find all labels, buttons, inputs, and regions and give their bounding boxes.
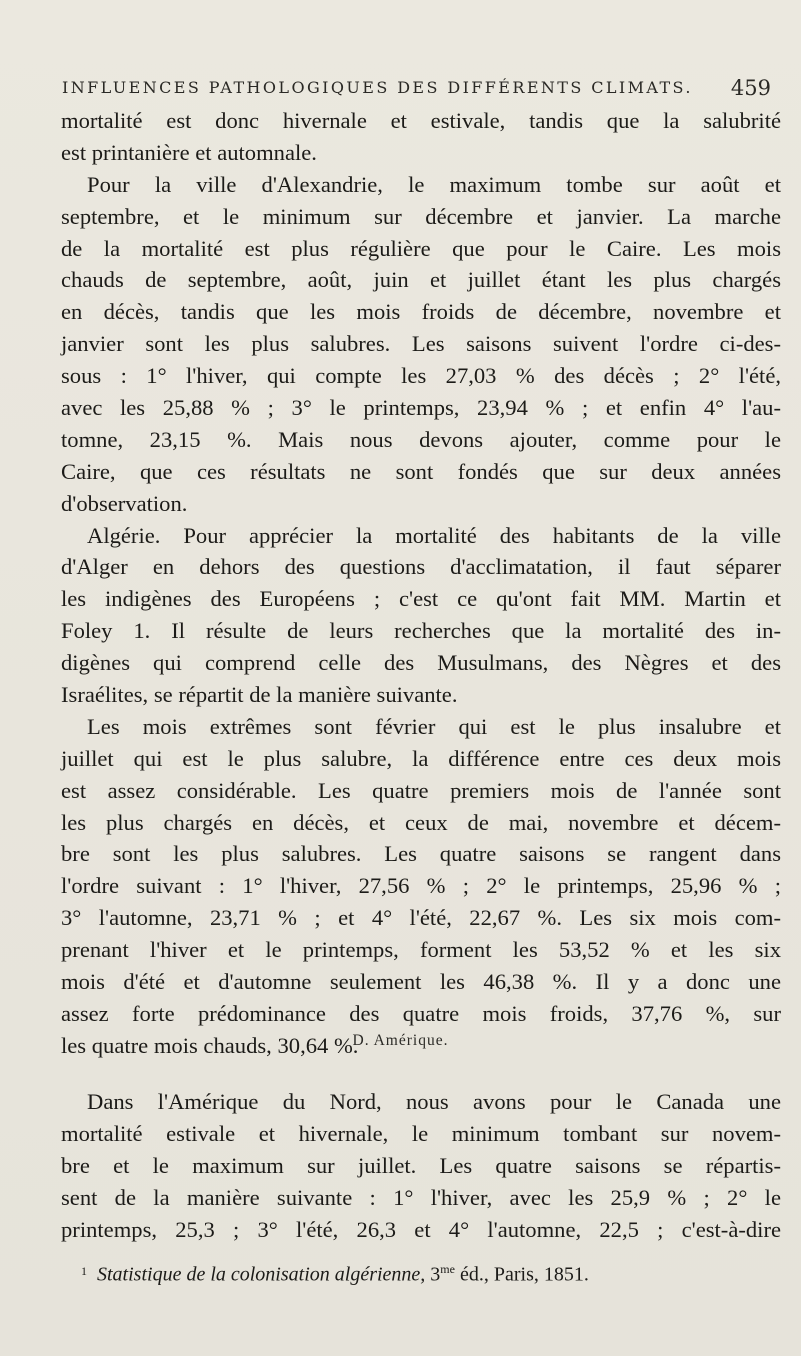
text-line: sent de la manière suivante : 1° l'hiver, avec les 25,9 % ; 2° le [61, 1184, 781, 1210]
footnote-rest: éd., Paris, 1851. [459, 1263, 589, 1286]
text-line: Dans l'Amérique du Nord, nous avons pour le Canada une [87, 1089, 781, 1114]
text-line: les plus chargés en décès, et ceux de mai, novembre et décem- [61, 809, 781, 835]
text-line: Algérie. Pour apprécier la mortalité des habitants de la ville [87, 522, 781, 548]
page-number: 459 [730, 76, 771, 100]
body-text-continued [61, 1086, 781, 1245]
text-line: Israélites, se répartit de la manière suivante. [61, 682, 458, 708]
text-line: assez forte prédominance des quatre mois froids, 37,76 %, sur [61, 1000, 781, 1026]
text-line: d'observation. [61, 490, 188, 516]
text-line: Caire, que ces résultats ne sont fondés que sur deux années [61, 458, 781, 484]
text-line: de la mortalité est plus régulière que pour le Caire. Les mois [61, 235, 781, 261]
text-line: mortalité est donc hivernale et estivale, tandis que la salubrité [61, 108, 781, 133]
footnote-edition-suffix: me [440, 1262, 455, 1276]
text-line: avec les 25,88 % ; 3° le printemps, 23,94 % ; et enfin 4° l'au- [61, 395, 781, 421]
text-line: 3° l'automne, 23,71 % ; et 4° l'été, 22,67 %. Les six mois com- [61, 905, 781, 931]
text-line: juillet qui est le plus salubre, la différence entre ces deux mois [61, 745, 781, 771]
body-text [61, 105, 781, 1062]
running-head [62, 78, 771, 104]
text-line: l'ordre suivant : 1° l'hiver, 27,56 % ; 2° le printemps, 25,96 % ; [61, 873, 781, 899]
text-line: en décès, tandis que les mois froids de décembre, novembre et [61, 299, 781, 325]
text-line: Les mois extrêmes sont février qui est le plus insalubre et [87, 713, 781, 739]
text-line: mois d'été et d'automne seulement les 46,38 %. Il y a donc une [61, 969, 781, 995]
text-line: prenant l'hiver et le printemps, forment les 53,52 % et les six [61, 937, 781, 963]
text-line: Foley 1. Il résulte de leurs recherches que la mortalité des in- [61, 618, 781, 644]
text-line: tomne, 23,15 %. Mais nous devons ajouter, comme pour le [61, 426, 781, 452]
text-line: septembre, et le minimum sur décembre et janvier. La marche [61, 203, 781, 229]
text-line: les indigènes des Européens ; c'est ce qu'ont fait MM. Martin et [61, 586, 781, 612]
text-line: mortalité estivale et hivernale, le minimum tombant sur novem- [61, 1120, 781, 1146]
text-line: sous : 1° l'hiver, qui compte les 27,03 % des décès ; 2° l'été, [61, 363, 781, 389]
text-line: janvier sont les plus salubres. Les saisons suivent l'ordre ci-des- [61, 331, 781, 357]
text-line: est printanière et automnale. [61, 139, 317, 165]
footnote-title: Statistique de la colonisation algérienne, [97, 1263, 426, 1286]
text-line: les quatre mois chauds, 30,64 %. [61, 1032, 359, 1058]
text-line: bre sont les plus salubres. Les quatre saisons se rangent dans [61, 841, 781, 867]
text-line: digènes qui comprend celle des Musulmans, des Nègres et des [61, 650, 781, 676]
text-line: Pour la ville d'Alexandrie, le maximum tombe sur août et [87, 171, 781, 197]
text-line: d'Alger en dehors des questions d'acclimatation, il faut séparer [61, 554, 781, 580]
text-line: printemps, 25,3 ; 3° l'été, 26,3 et 4° l'automne, 22,5 ; c'est-à-dire [61, 1216, 781, 1242]
text-line: est assez considérable. Les quatre premiers mois de l'année sont [61, 777, 781, 803]
text-line: chauds de septembre, août, juin et juillet étant les plus chargés [61, 267, 781, 293]
running-title: INFLUENCES PATHOLOGIQUES DES DIFFÉRENTS CLIMATS. [62, 78, 693, 97]
footnote-marker: 1 [81, 1263, 87, 1278]
text-line: bre et le maximum sur juillet. Les quatre saisons se répartis- [61, 1152, 781, 1178]
section-heading: D. Amérique. [352, 1032, 449, 1049]
footnote-edition-number: 3 [430, 1263, 441, 1286]
footnote [61, 1262, 781, 1287]
